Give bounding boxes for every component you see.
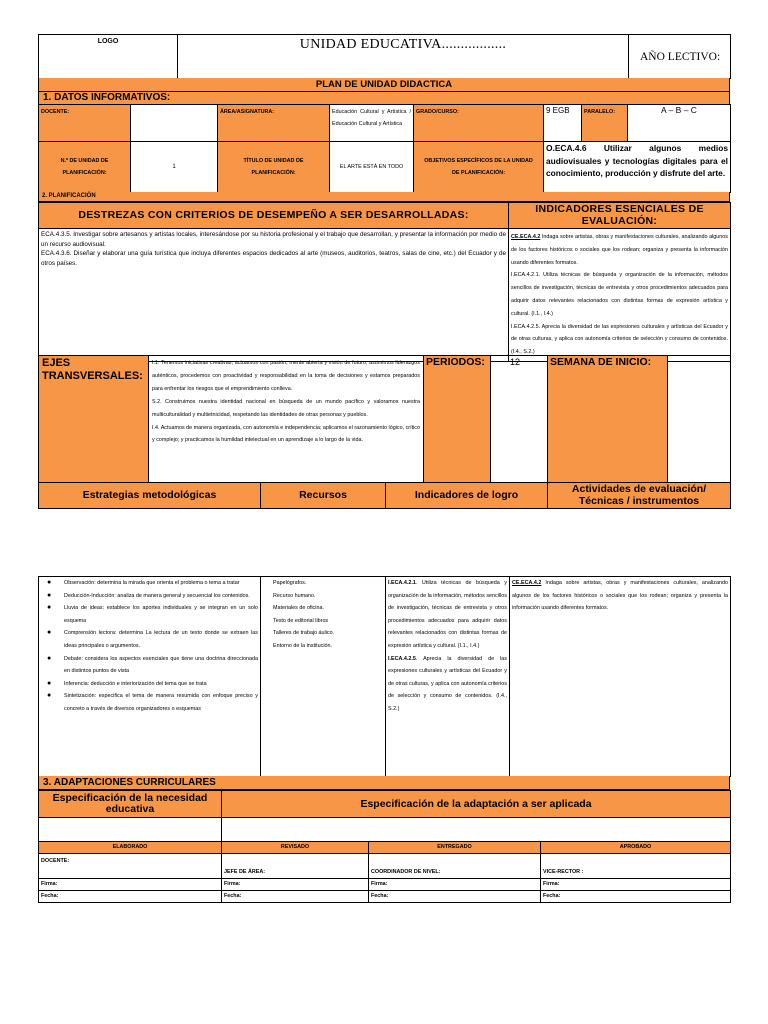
bullet-icon: ● — [47, 579, 52, 586]
elaborado-text: ELABORADO — [112, 844, 148, 850]
estrategia-item — [41, 690, 258, 715]
unidad-table — [38, 141, 731, 193]
area-label-text: ÁREA/ASIGNATURA: — [220, 109, 275, 115]
col-indicadores — [386, 483, 548, 509]
col-indicadores-text: Indicadores de logro — [414, 489, 519, 501]
fecha-field — [222, 891, 369, 903]
bullet-icon: ● — [47, 679, 52, 687]
paralelo-value-text: A – B – C — [661, 105, 697, 115]
firma-field — [39, 879, 222, 891]
sec3-title-text: 3. ADAPTACIONES CURRICULARES — [43, 777, 216, 788]
ejes-label-text: EJES TRANSVERSALES: — [42, 357, 143, 382]
destreza-2: ECA.4.3.6. Diseñar y elaborar una guía turística que incluya diferentes espacios dedicados al arte (museos, auditorios, teatros, salas de cine, etc.) del Ecuador y de otros países. — [41, 250, 506, 267]
revisado-header — [222, 842, 369, 854]
objetivos-value-text: O.ECA.4.6 Utilizar algunos medios audiovisuales y tecnologías digitales para el conocimiento, producción y disfrute del arte. — [546, 143, 728, 178]
logro-cell — [386, 577, 510, 777]
estrategia-item — [41, 602, 258, 627]
fecha-field — [541, 891, 731, 903]
grado-value-text: 9 EGB — [546, 106, 570, 115]
adaptaciones-table — [38, 790, 731, 842]
school-name-text: UNIDAD EDUCATIVA................. — [299, 37, 507, 52]
fecha-label: Fecha: — [224, 893, 242, 899]
ejes-label — [39, 356, 149, 483]
estrategia-text: Observación: determina la mirada que orienta el problema o tema a tratar — [64, 580, 240, 586]
plan-title — [38, 78, 730, 92]
col-estrategias-text: Estrategias metodológicas — [82, 489, 217, 501]
necesidad-header-text: Especificación de la necesidad educativa — [52, 792, 208, 815]
header-table — [38, 34, 731, 79]
estrategias-cell — [39, 577, 261, 777]
eje-3: I.4. Actuamos de manera organizada, con autonomía e independencia; aplicamos el razonamiento lógico, crítico y complejo; y practicamos la humildad intelectual en un aprendizaje a lo largo de la vida. — [152, 424, 420, 444]
estrategia-item — [41, 577, 258, 590]
ejes-table — [38, 355, 731, 483]
titulo-label-text: TÍTULO DE UNIDAD DE PLANIFICACIÓN: — [243, 158, 304, 176]
col-actividades — [548, 483, 731, 509]
objetivos-label-text: OBJETIVOS ESPECÍFICOS DE LA UNIDAD DE PLANIFICACIÓN: — [424, 158, 533, 176]
recurso-item: Papelógrafos. — [273, 580, 307, 586]
docente-value — [131, 105, 218, 142]
sec1-title-text: 1. DATOS INFORMATIVOS: — [43, 92, 171, 103]
firma-label: Firma: — [224, 881, 241, 887]
firma-field — [369, 879, 541, 891]
bullet-icon: ● — [47, 604, 52, 612]
year-label: AÑO LECTIVO: — [640, 50, 721, 63]
bullet-icon: ● — [47, 591, 52, 599]
actividades-cell — [510, 577, 731, 777]
estrategia-text: Deducción-Inducción: analiza de manera general y secuencial los contenidos. — [64, 592, 250, 599]
strategies-table — [38, 576, 731, 777]
elaborado-header — [39, 842, 222, 854]
area-value-text: Educación Cultural y Artística / Educación Cultural y Artística — [332, 109, 411, 127]
estrategia-text: Inferencia: deducción e interiorización del tema que se trata — [64, 680, 207, 687]
logro-2-text: . Aprecia la diversidad de las expresiones culturales y artísticas del Ecuador y de otras culturas, y aplica con autonomía criterios de selección y consumo de contenidos. (I.4., S.2.) — [388, 655, 507, 712]
logro-1 — [388, 577, 507, 653]
sec2-title-text: 2. PLANIFICACIÓN — [42, 193, 96, 199]
unidad-label-text: N.º DE UNIDAD DE PLANIFICACIÓN: — [60, 158, 109, 176]
necesidad-value — [39, 818, 222, 842]
paralelo-label-text: PARALELO: — [584, 109, 616, 115]
area-label — [218, 105, 330, 142]
logro-2-code: I.ECA.4.2.5 — [388, 655, 416, 662]
indicadores-body — [509, 229, 731, 362]
estrategias-list — [41, 577, 258, 716]
coordinador-sign-label: COORDINADOR DE NIVEL: — [371, 869, 441, 875]
periodos-label-text: PERIODOS: — [426, 356, 485, 368]
indicador-1: I.ECA.4.2.1. Utiliza técnicas de búsqueda y organización de la información, métodos sencillos de investigación, técnicas de entrevista y otros procedimientos adecuados para adquirir datos relevantes relacionados con distintas formas de expresión artística y cultural. (I.1., I.4.) — [511, 272, 728, 317]
grado-label — [414, 105, 544, 142]
logro-2 — [388, 653, 507, 716]
estrategia-text: Debate: considera los aspectos esenciales que tiene una doctrina direccionada en distintos puntos de vista — [64, 655, 258, 675]
adaptacion-value — [222, 818, 731, 842]
titulo-value — [330, 142, 414, 193]
firma-label: Firma: — [371, 881, 388, 887]
area-value — [330, 105, 414, 142]
recurso-item: Texto de editorial libros — [273, 617, 329, 624]
estrategia-text: Lluvia de ideas: establece los aportes individuales y se integran en un solo esquema — [64, 605, 258, 624]
periodos-value-text: 12 — [509, 357, 520, 367]
semana-value — [668, 356, 731, 483]
actividades-text: Indaga sobre artistas, obras y manifestaciones culturales, analizando algunos de los factores históricos o sociales que los rodean; organiza y presenta la información usando diferentes formatos. — [512, 580, 728, 612]
estrategia-text: Comprensión lectora: determina La lectura de un texto donde se extraen las ideas principales o argumentos. — [64, 630, 258, 649]
revisado-text: REVISADO — [280, 844, 310, 850]
indicadores-header-text: INDICADORES ESENCIALES DE EVALUACIÓN: — [535, 203, 704, 227]
adaptacion-header — [222, 791, 731, 818]
estrategia-item — [41, 653, 258, 678]
indicador-ce — [511, 231, 728, 269]
jefe-sign-label: JEFE DE ÁREA: — [224, 869, 266, 875]
recursos-cell — [261, 577, 386, 777]
paralelo-value — [628, 105, 731, 142]
unidad-value-text: 1 — [172, 164, 176, 170]
docente-label — [39, 105, 131, 142]
grado-label-text: GRADO/CURSO: — [416, 109, 459, 115]
unidad-value — [131, 142, 218, 193]
year-cell — [629, 35, 731, 79]
fecha-field — [39, 891, 222, 903]
estrategia-item — [41, 590, 258, 603]
firma-field — [541, 879, 731, 891]
indicadores-header — [509, 203, 731, 229]
signatures-table — [38, 841, 731, 903]
jefe-sign — [222, 854, 369, 879]
docente-sign-label: DOCENTE: — [41, 858, 70, 864]
estrategia-item — [41, 627, 258, 652]
col-recursos — [261, 483, 386, 509]
fecha-field — [369, 891, 541, 903]
recurso-item: Talleres de trabajo áulico. — [273, 630, 335, 637]
firma-label: Firma: — [41, 881, 58, 887]
logo-placeholder: LOGO — [97, 38, 119, 45]
entregado-header — [369, 842, 541, 854]
adaptacion-header-text: Especificación de la adaptación a ser aplicada — [360, 797, 592, 810]
plan-title-text: PLAN DE UNIDAD DIDACTICA — [315, 79, 453, 90]
indicador-ce-code: CE.ECA.4.2 — [511, 234, 541, 240]
destreza-1: ECA.4.3.5. Investigar sobre artesanos y artistas locales, interesándose por su historia profesional y el trabajo que desarrollan, y presentar la información por medio de un recurso audiovisual. — [41, 231, 506, 248]
col-actividades-text: Actividades de evaluación/ Técnicas / instrumentos — [571, 483, 707, 507]
planificacion-table — [38, 202, 731, 362]
firma-field — [222, 879, 369, 891]
paralelo-label — [582, 105, 628, 142]
docente-label-text: DOCENTE: — [41, 109, 70, 115]
datos-table — [38, 104, 731, 142]
periodos-label — [424, 356, 491, 483]
logo-cell — [39, 35, 178, 79]
titulo-label — [218, 142, 330, 193]
grado-value — [544, 105, 582, 142]
bullet-icon: ● — [47, 692, 52, 700]
fecha-label: Fecha: — [543, 893, 561, 899]
bullet-icon: ● — [47, 629, 52, 637]
logro-1-code: I.ECA.4.2.1 — [388, 580, 416, 586]
aprobado-text: APROBADO — [619, 844, 652, 850]
docente-sign — [39, 854, 222, 879]
unidad-label — [39, 142, 131, 193]
firma-label: Firma: — [543, 881, 560, 887]
estrategia-item — [41, 678, 258, 691]
indicador-2: I.ECA.4.2.5. Aprecia la diversidad de las expresiones culturales y artísticas del Ecuador y de otras culturas, y aplica con autonomía criterios de selección y consumo de contenidos. (I.4., S.2.) — [511, 323, 728, 356]
fecha-label: Fecha: — [371, 893, 389, 899]
col-recursos-text: Recursos — [299, 489, 347, 501]
semana-label — [548, 356, 668, 483]
actividades-code: CE.ECA.4.2 — [512, 580, 542, 586]
recurso-item: Materiales de oficina. — [273, 605, 324, 612]
vicerrector-sign — [541, 854, 731, 879]
sec2-title — [38, 192, 730, 202]
estrategia-text: Sintetización: especifica el tema de manera resumida con enfoque preciso y concreto a través de diversos organizadores o esquemas — [64, 693, 258, 712]
vicerrector-sign-label: VICE-RECTOR : — [543, 869, 584, 875]
columns-header-table — [38, 482, 731, 509]
logro-1-text: . Utiliza técnicas de búsqueda y organización de la información, métodos sencillos de investigación, técnicas de entrevista y otros procedimientos adecuados para adquirir datos relevantes relacionados con distintas formas de expresión artística y cultural. (I.1., I.4.) — [388, 580, 507, 649]
periodos-value — [491, 356, 548, 483]
destrezas-header-text: DESTREZAS CON CRITERIOS DE DESEMPEÑO A SER DESARROLLADAS: — [78, 209, 469, 221]
recurso-item: Recurso humano. — [273, 592, 316, 599]
entregado-text: ENTREGADO — [437, 844, 472, 850]
eje-2: S.2. Construimos nuestra identidad nacional en búsqueda de un mundo pacífico y valoramos nuestra multiculturalidad y multietnicidad, respetando las identidades de otras personas y pueblos. — [152, 398, 420, 418]
destrezas-body — [39, 229, 509, 362]
objetivos-label — [414, 142, 544, 193]
bullet-icon: ● — [47, 654, 52, 662]
school-name — [178, 35, 629, 79]
eje-1: I.1. Tenemos iniciativas creativas, actuamos con pasión, mente abierta y visión de futuro; asumimos liderazgos auténticos, procedemos con proactividad y responsabilidad en la toma de decisiones y estamos preparados para enfrentar los riesgos que el emprendimiento conlleva. — [152, 360, 420, 392]
destrezas-header — [39, 203, 509, 229]
recurso-item: Entorno de la institución. — [273, 642, 333, 649]
indicador-ce-text: Indaga sobre artistas, obras y manifestaciones culturales, analizando algunos de los factores históricos o sociales que los rodean; organiza y presenta la información usando diferentes formatos. — [511, 234, 728, 266]
col-estrategias — [39, 483, 261, 509]
semana-label-text: SEMANA DE INICIO: — [550, 356, 652, 368]
aprobado-header — [541, 842, 731, 854]
objetivos-value — [544, 142, 731, 193]
titulo-value-text: EL ARTE ESTÁ EN TODO — [339, 164, 404, 170]
sec3-title — [38, 776, 730, 790]
necesidad-header — [39, 791, 222, 818]
coordinador-sign — [369, 854, 541, 879]
fecha-label: Fecha: — [41, 893, 59, 899]
ejes-body — [149, 356, 424, 483]
